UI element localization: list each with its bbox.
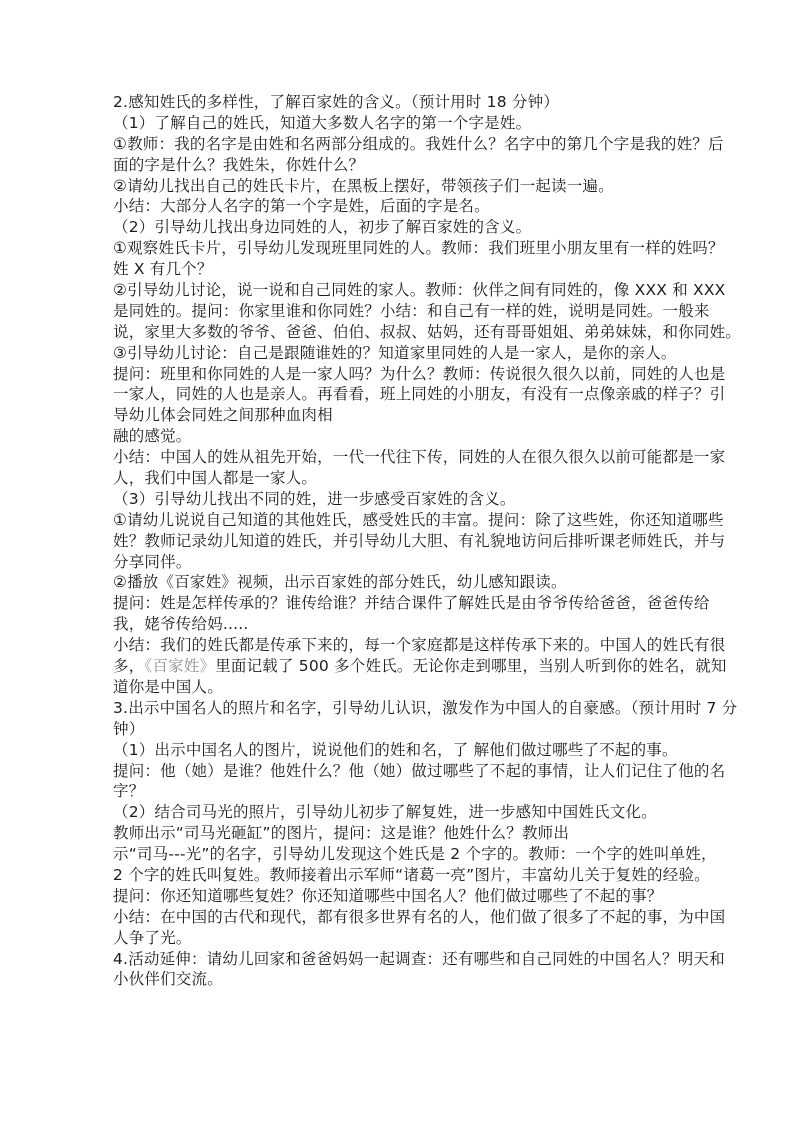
text-segment: ②引导幼儿讨论，说一说和自己同姓的家人。教师：伙伴之间有同姓的，像 XXX 和 XXX (113, 281, 726, 300)
text-line (113, 802, 713, 823)
text-line (113, 384, 726, 405)
text-line (113, 176, 713, 197)
text-line (113, 677, 713, 698)
text-line (113, 552, 713, 573)
text-line (113, 280, 726, 301)
text-segment: 人，我们中国人都是一家人。 (113, 469, 318, 488)
text-segment: 2 个字的姓氏叫复姓。教师接着出示军师“诸葛一亮”图片，丰富幼儿关于复姓的经验。 (113, 865, 710, 884)
text-segment: ②播放《百家姓》视频，出示百家姓的部分姓氏，幼儿感知跟读。 (113, 573, 567, 592)
text-segment: 道你是中国人。 (113, 677, 223, 696)
text-line (113, 405, 713, 426)
text-segment: 姓？教师记录幼儿知道的姓氏，并引导幼儿大胆、有礼貌地访问后排听课老师姓氏，并与 (113, 531, 726, 550)
text-segment: ①教师：我的名字是由姓和名两部分组成的。我姓什么？名字中的第几个字是我的姓？后 (113, 134, 724, 153)
text-segment: 示“司马---光”的名字，引导幼儿发现这个姓氏是 2 个字的。教师：一个字的姓叫单姓， (113, 845, 717, 864)
text-segment: 小结：我们的姓氏都是传承下来的，每一个家庭都是这样传承下来的。中国人的姓氏有很 (113, 636, 726, 655)
text-line (113, 322, 742, 343)
text-segment: （1）了解自己的姓氏，知道大多数人名字的第一个字是姓。 (113, 113, 532, 132)
text-line (113, 468, 713, 489)
text-segment: ①观察姓氏卡片，引导幼儿发现班里同姓的人。教师：我们班里小朋友里有一样的姓吗？ (113, 239, 724, 258)
text-segment: ③引导幼儿讨论：自己是跟随谁姓的？知道家里同姓的人是一家人，是你的亲人。 (113, 343, 677, 362)
text-line (113, 635, 726, 656)
text-segment: （2）结合司马光的照片，引导幼儿初步了解复姓，进一步感知中国姓氏文化。 (113, 803, 657, 822)
text-line (113, 489, 713, 510)
text-segment: 里面记载了 500 多个姓氏。无论你走到哪里，当别人听到你的姓名，就知 (215, 657, 727, 676)
text-segment: ①请幼儿说说自己知道的其他姓氏，感受姓氏的丰富。提问：除了这些姓，你还知道哪些 (113, 510, 724, 529)
text-line (113, 969, 713, 990)
text-segment: 小结：大部分人名字的第一个字是姓，后面的字是名。 (113, 197, 490, 216)
text-line (113, 217, 713, 238)
text-line (113, 510, 724, 531)
text-segment: 一家人，同姓的人也是亲人。再看看，班上同姓的小朋友，有没有一点像亲戚的样子？引 (113, 385, 726, 404)
text-line (113, 844, 717, 865)
text-line (113, 656, 727, 677)
text-line (113, 301, 713, 322)
text-segment: 姓 X 有几个？ (113, 260, 213, 279)
text-line (113, 113, 713, 134)
text-segment: 分享同伴。 (113, 552, 192, 571)
text-line (113, 593, 713, 614)
text-segment: 我，姥爷传给妈..... (113, 615, 249, 634)
text-line (113, 364, 726, 385)
text-line (113, 343, 713, 364)
text-segment: 提问：班里和你同姓的人是一家人吗？为什么？教师：传说很久很久以前，同姓的人也是 (113, 364, 726, 383)
text-line (113, 949, 725, 970)
text-segment: 小结：在中国的古代和现代，都有很多世界有名的人，他们做了很多了不起的事，为中国 (113, 907, 726, 926)
text-line (113, 823, 713, 844)
text-line (113, 134, 724, 155)
text-line (113, 426, 713, 447)
text-segment: 是同姓的。提问：你家里谁和你同姓？小结：和自己有一样的姓，说明是同姓。一般来 (113, 301, 710, 320)
text-line (113, 614, 713, 635)
text-segment: 2.感知姓氏的多样性，了解百家姓的含义。（预计用时 18 分钟） (113, 93, 560, 111)
text-segment: （3）引导幼儿找出不同的姓，进一步感受百家姓的含义。 (113, 489, 516, 508)
text-segment: 教师出示“司马光砸缸”的图片，提问：这是谁？他姓什么？教师出 (113, 824, 570, 843)
text-line (113, 196, 713, 217)
text-line (113, 155, 713, 176)
text-line (113, 740, 713, 761)
text-line (113, 907, 726, 928)
text-line (113, 865, 713, 886)
document-body (113, 92, 742, 990)
text-segment: 提问：他（她）是谁？他姓什么？他（她）做过哪些了不起的事情，让人们记住了他的名 (113, 761, 726, 780)
text-segment: 提问：你还知道哪些复姓？你还知道哪些中国名人？他们做过哪些了不起的事？ (113, 886, 663, 905)
text-line (113, 928, 713, 949)
text-segment: 4.活动延伸：请幼儿回家和爸爸妈妈一起调查：还有哪些和自己同姓的中国名人？明天和 (113, 949, 725, 968)
text-line (113, 572, 713, 593)
text-line (113, 259, 713, 280)
text-segment: 3.出示中国名人的照片和名字，引导幼儿认识，激发作为中国人的自豪感。（预计用时 7 分 (113, 698, 738, 717)
text-segment: （2）引导幼儿找出身边同姓的人，初步了解百家姓的含义。 (113, 218, 532, 237)
text-line (113, 92, 713, 113)
text-segment: 钟） (113, 719, 145, 738)
text-segment: 小伙伴们交流。 (113, 970, 223, 989)
text-segment: 人争了光。 (113, 928, 192, 947)
text-segment: 导幼儿体会同姓之间那种血肉相 (113, 406, 333, 425)
text-segment: 提问：姓是怎样传承的？谁传给谁？并结合课件了解姓氏是由爷爷传给爸爸，爸爸传给 (113, 594, 710, 613)
text-line (113, 886, 713, 907)
text-line (113, 531, 726, 552)
text-segment: ②请幼儿找出自己的姓氏卡片，在黑板上摆好，带领孩子们一起读一遍。 (113, 176, 614, 195)
text-line (113, 761, 726, 782)
text-segment: 融的感觉。 (113, 427, 192, 446)
text-line (113, 447, 726, 468)
text-segment: 小结：中国人的姓从祖先开始，一代一代往下传，同姓的人在很久很久以前可能都是一家 (113, 448, 726, 467)
text-line (113, 238, 724, 259)
text-segment: （1）出示中国名人的图片，说说他们的姓和名，了 解他们做过哪些了不起的事。 (113, 740, 678, 759)
book-title-muted: 《百家姓》 (144, 657, 216, 676)
text-line (113, 781, 713, 802)
text-line (113, 719, 713, 740)
text-segment: 字？ (113, 782, 145, 801)
text-segment: 面的字是什么？我姓朱，你姓什么？ (113, 155, 365, 174)
text-segment: 说，家里大多数的爷爷、爸爸、伯伯、叔叔、姑妈，还有哥哥姐姐、弟弟妹妹，和你同姓。 (113, 322, 742, 341)
text-line (113, 698, 738, 719)
text-segment: 多， (113, 657, 145, 676)
